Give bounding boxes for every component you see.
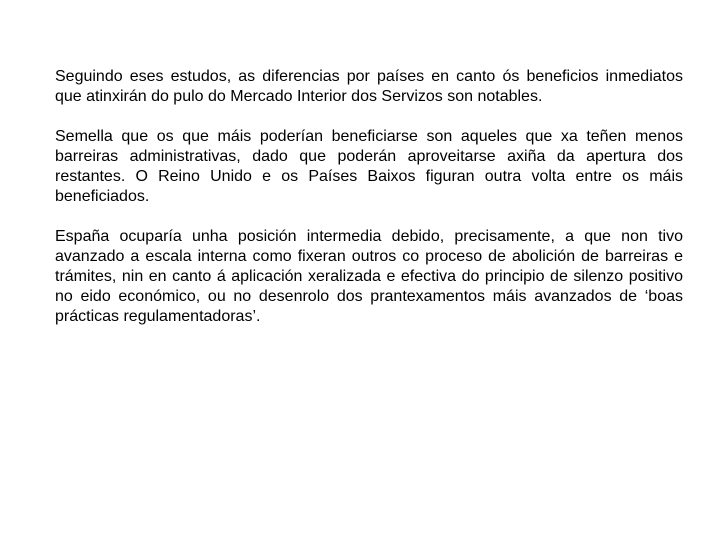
- paragraph-3: España ocuparía unha posición intermedia debido, precisamente, a que non tivo avanzado a escala interna como fixeran outros co proceso de abolición de barreiras e trámites, nin en canto á aplicación xeralizada e efectiva do principio de silenzo positivo no eido económico, ou no desenrolo dos prantexamentos máis avanzados de ‘boas prácticas regulamentadoras’.: [55, 228, 683, 325]
- body-text: [55, 67, 683, 347]
- paragraph-2: Semella que os que máis poderían beneficiarse son aqueles que xa teñen menos barreiras administrativas, dado que poderán aproveitarse axiña da apertura dos restantes. O Reino Unido e os Países Baixos figuran outra volta entre os máis beneficiados.: [55, 128, 683, 205]
- paragraph-1: Seguindo eses estudos, as diferencias por países en canto ós beneficios inmediatos que atinxirán do pulo do Mercado Interior dos Servizos son notables.: [55, 68, 683, 105]
